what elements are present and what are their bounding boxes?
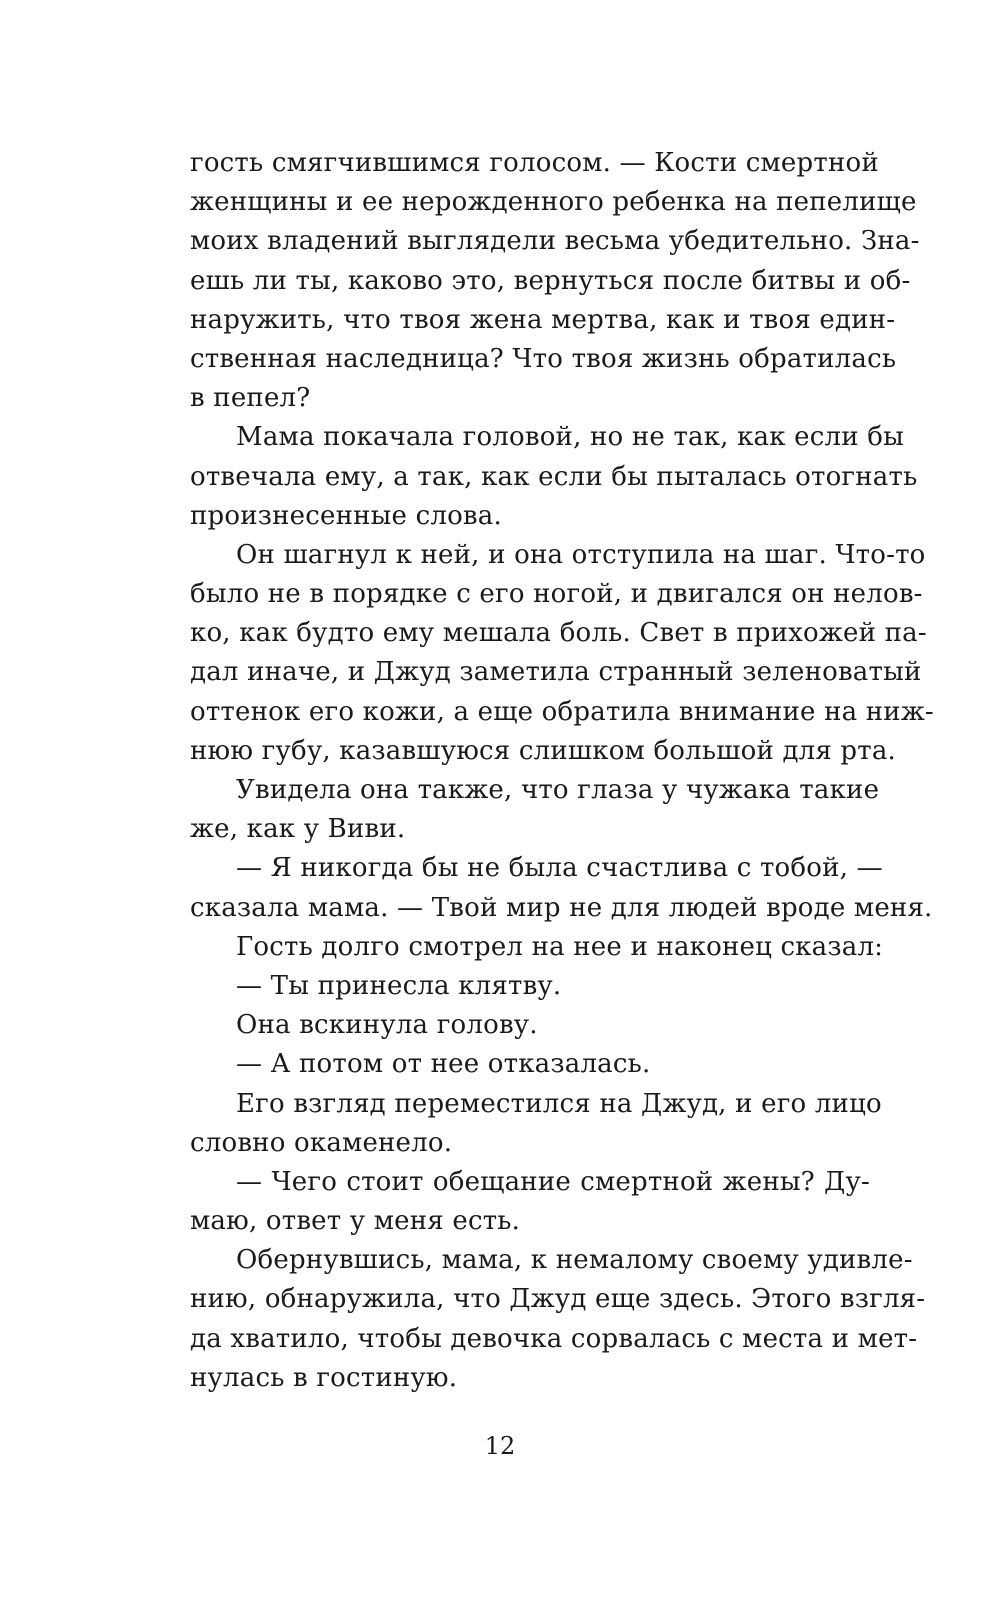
text-line: гость смягчившимся голосом. — Кости смертной [190, 148, 879, 178]
text-line: да хватило, чтобы девочка сорвалась с места и мет- [190, 1323, 918, 1354]
text-line: — Я никогда бы не была счастлива с тобой, — [236, 853, 883, 884]
text-line: отвечала ему, а так, как если бы пыталась отогнать [190, 461, 918, 492]
text-line: — Чего стоит обещание смертной жены? Ду- [236, 1166, 870, 1197]
text-line: сказала мама. — Твой мир не для людей вроде меня. [190, 892, 933, 923]
text-line: наружить, что твоя жена мертва, как и твоя един- [190, 304, 896, 335]
text-line: нулась в гостиную. [190, 1362, 458, 1393]
text-line: оттенок его кожи, а еще обратила внимание на ниж- [190, 696, 934, 727]
text-line: нию, обнаружила, что Джуд еще здесь. Этого взгля- [190, 1284, 926, 1315]
text-line: было не в порядке с его ногой, и двигался он нелов- [190, 579, 923, 610]
text-line: Он шагнул к ней, и она отступила на шаг. Что-то [236, 539, 926, 570]
text-line: произнесенные слова. [190, 500, 502, 531]
text-line: Гость долго смотрел на нее и наконец сказал: [236, 931, 884, 962]
text-line: — А потом от нее отказалась. [236, 1049, 651, 1080]
text-line: же, как у Виви. [190, 814, 406, 845]
text-line: моих владений выглядели весьма убедительно. Зна- [190, 226, 920, 257]
text-line: дал иначе, и Джуд заметила странный зеленоватый [190, 657, 922, 688]
text-line: ко, как будто ему мешала боль. Свет в прихожей па- [190, 618, 927, 649]
text-line: в пепел? [190, 383, 311, 414]
text-line: ственная наследница? Что твоя жизнь обратилась [190, 343, 897, 374]
text-line: Мама покачала головой, но не так, как если бы [236, 422, 904, 453]
text-line: женщины и ее нерожденного ребенка на пепелище [190, 187, 917, 218]
text-line: — Ты принесла клятву. [236, 970, 562, 1001]
body-text [190, 144, 934, 1398]
text-line: Она вскинула голову. [236, 1010, 538, 1041]
text-line: Увидела она также, что глаза у чужака такие [236, 775, 880, 805]
text-line: ешь ли ты, каково это, вернуться после битвы и об- [190, 265, 911, 296]
text-line: нюю губу, казавшуюся слишком большой для рта. [190, 735, 897, 766]
text-line: маю, ответ у меня есть. [190, 1206, 521, 1237]
text-line: словно окаменело. [190, 1127, 453, 1158]
text-line: Обернувшись, мама, к немалому своему удивле- [236, 1245, 913, 1276]
page-number: 12 [484, 1432, 516, 1460]
text-line: Его взгляд переместился на Джуд, и его лицо [236, 1088, 882, 1119]
